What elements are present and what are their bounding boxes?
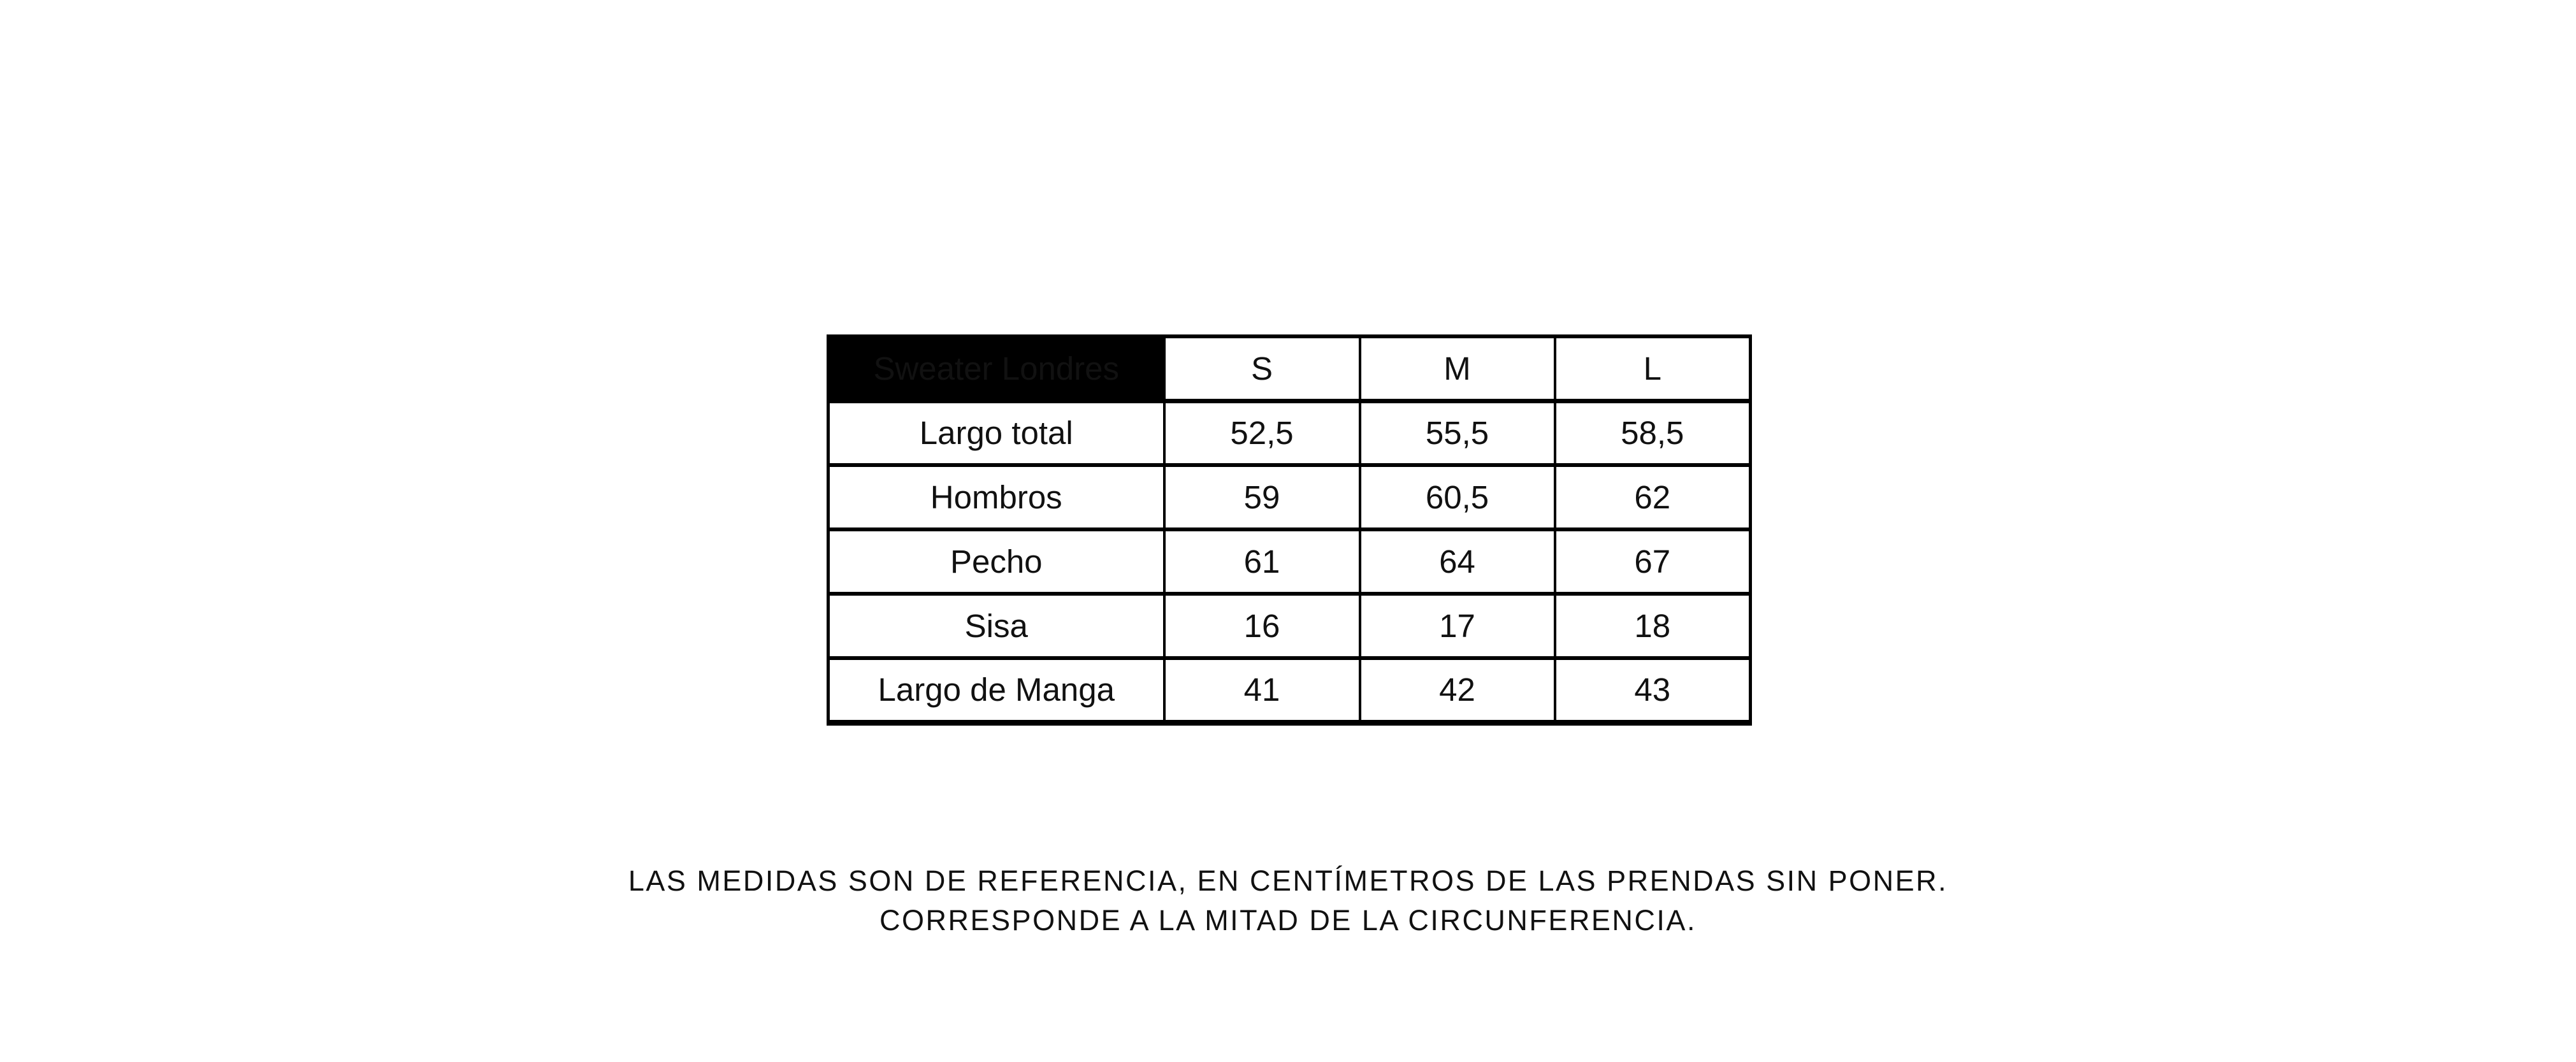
- row-label-pecho: Pecho: [829, 529, 1164, 594]
- size-column-m: M: [1360, 336, 1555, 401]
- disclaimer-line-1: LAS MEDIDAS SON DE REFERENCIA, EN CENTÍMETROS DE LAS PRENDAS SIN PONER.: [628, 865, 1948, 897]
- size-column-s: S: [1164, 336, 1360, 401]
- cell-sisa-l: 18: [1555, 594, 1751, 658]
- cell-sisa-m: 17: [1360, 594, 1555, 658]
- table-row: [829, 529, 1751, 594]
- cell-pecho-l: 67: [1555, 529, 1751, 594]
- row-label-sisa: Sisa: [829, 594, 1164, 658]
- cell-hombros-s: 59: [1164, 465, 1360, 529]
- cell-largo-total-m: 55,5: [1360, 401, 1555, 465]
- table-row: [829, 401, 1751, 465]
- table-row: [829, 594, 1751, 658]
- cell-pecho-m: 64: [1360, 529, 1555, 594]
- table-row: [829, 465, 1751, 529]
- table-header-row: [829, 336, 1751, 401]
- cell-hombros-l: 62: [1555, 465, 1751, 529]
- cell-sisa-s: 16: [1164, 594, 1360, 658]
- cell-largo-de-manga-s: 41: [1164, 658, 1360, 722]
- cell-largo-de-manga-l: 43: [1555, 658, 1751, 722]
- row-label-largo-total: Largo total: [829, 401, 1164, 465]
- cell-pecho-s: 61: [1164, 529, 1360, 594]
- row-label-largo-de-manga: Largo de Manga: [829, 658, 1164, 722]
- measurement-disclaimer: [0, 861, 2576, 940]
- product-title-cell: Sweater Londres: [829, 336, 1164, 401]
- cell-largo-de-manga-m: 42: [1360, 658, 1555, 722]
- cell-largo-total-s: 52,5: [1164, 401, 1360, 465]
- row-label-hombros: Hombros: [829, 465, 1164, 529]
- cell-hombros-m: 60,5: [1360, 465, 1555, 529]
- table-row: [829, 658, 1751, 722]
- size-column-l: L: [1555, 336, 1751, 401]
- cell-largo-total-l: 58,5: [1555, 401, 1751, 465]
- size-chart-table: [827, 334, 1752, 726]
- size-chart: [827, 334, 1752, 726]
- disclaimer-line-2: CORRESPONDE A LA MITAD DE LA CIRCUNFERENCIA.: [879, 904, 1697, 936]
